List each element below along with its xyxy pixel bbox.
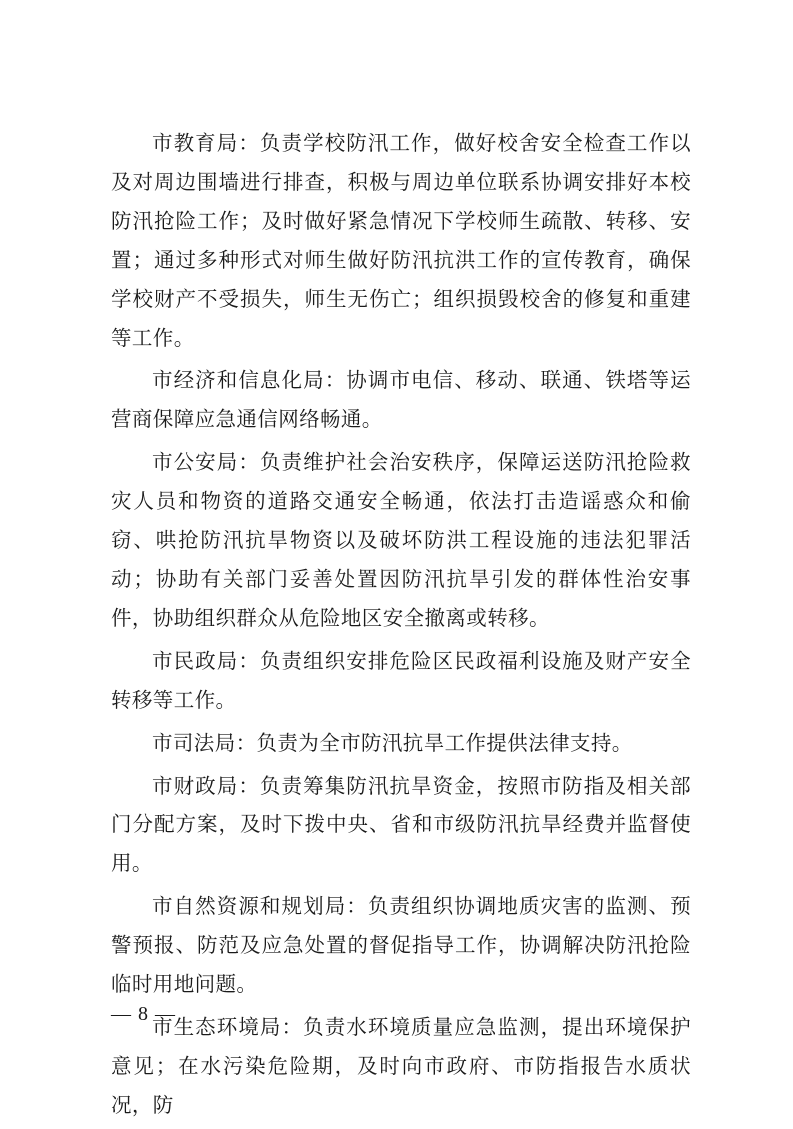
paragraph-finance-bureau: 市财政局：负责筹集防汛抗旱资金，按照市防指及相关部门分配方案，及时下拨中央、省和市级防汛抗旱经费并监督使用。 — [111, 773, 691, 876]
paragraph-natural-resources-bureau: 市自然资源和规划局：负责组织协调地质灾害的监测、预警预报、防范及应急处置的督促指导工作，协调解决防汛抢险临时用地问题。 — [111, 894, 691, 997]
paragraph-public-security-bureau: 市公安局：负责维护社会治安秩序，保障运送防汛抢险救灾人员和物资的道路交通安全畅通，依法打击造谣惑众和偷窃、哄抢防汛抗旱物资以及破坏防洪工程设施的违法犯罪活动；协助有关部门妥善处置因防汛抗旱引发的群体性治安事件，协助组织群众从危险地区安全撤离或转移。 — [111, 450, 691, 630]
paragraph-civil-affairs-bureau: 市民政局：负责组织安排危险区民政福利设施及财产安全转移等工作。 — [111, 648, 691, 712]
paragraph-justice-bureau: 市司法局：负责为全市防汛抗旱工作提供法律支持。 — [152, 730, 633, 755]
paragraph-economy-it-bureau: 市经济和信息化局：协调市电信、移动、联通、铁塔等运营商保障应急通信网络畅通。 — [111, 368, 691, 432]
page-number: — 8 — — [111, 1003, 176, 1025]
paragraph-ecology-environment-bureau: 市生态环境局：负责水环境质量应急监测，提出环境保护意见；在水污染危险期，及时向市政府、市防指报告水质状况，防 — [111, 1014, 691, 1117]
paragraph-education-bureau: 市教育局：负责学校防汛工作，做好校舍安全检查工作以及对周边围墙进行排查，积极与周边单位联系协调安排好本校防汛抢险工作；及时做好紧急情况下学校师生疏散、转移、安置；通过多种形式对师生做好防汛抗洪工作的宣传教育，确保学校财产不受损失，师生无伤亡；组织损毁校舍的修复和重建等工作。 — [111, 131, 691, 350]
document-body — [111, 124, 691, 1129]
